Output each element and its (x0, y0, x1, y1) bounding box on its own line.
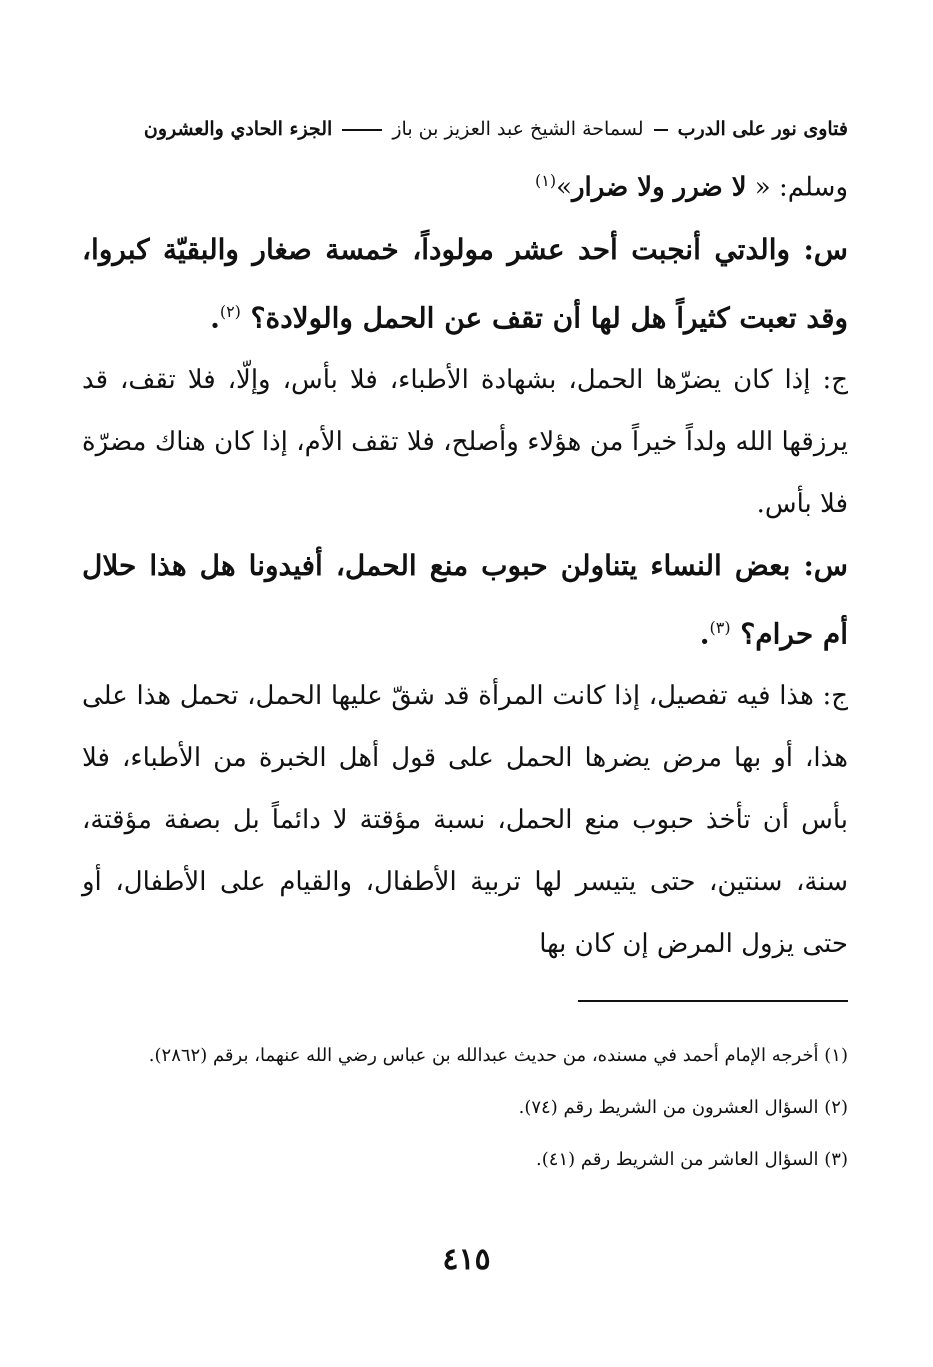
question-1: س: والدتي أنجبت أحد عشر مولوداً، خمسة صغار والبقيّة كبروا، وقد تعبت كثيراً هل لها أن تقف عن الحمل والولادة؟ $^{(٢)}$. (82, 232, 848, 334)
header-part: الجزء الحادي والعشرون (143, 118, 333, 140)
page-number: ٤١٥ (442, 1242, 491, 1277)
footnote-marker: (٣) (709, 617, 731, 637)
footnote-divider (578, 1000, 848, 1002)
footnote-marker: (٢) (219, 301, 241, 321)
header-author: لسماحة الشيخ عبد العزيز بن باز (392, 118, 644, 140)
hadith-quote: لا ضرر ولا ضرار (571, 172, 747, 203)
question-2-text: س: بعض النساء يتناولن حبوب منع الحمل، أفيدونا هل هذا حلال أم حرام؟ (82, 548, 848, 651)
header-separator (342, 129, 382, 131)
answer-2: ج: هذا فيه تفصيل، إذا كانت المرأة قد شقّ عليها الحمل، تحمل هذا على هذا، أو بها مرض يضرها الحمل على قول أهل الخبرة من الأطباء، فلا بأس أن تأخذ حبوب منع الحمل، نسبة مؤقتة لا دائماً بل بصفة مؤقتة، سنة، سنتين، حتى يتيسر لها تربية الأطفال، والقيام على الأطفال، أو حتى يزول المرض إن كان بها (82, 681, 848, 960)
footnotes (85, 1030, 848, 1186)
running-header (88, 112, 848, 146)
footnote-3: (٣) السؤال العاشر من الشريط رقم (٤١). (536, 1149, 848, 1170)
header-separator (654, 129, 668, 131)
main-text (82, 150, 848, 975)
question-2: س: بعض النساء يتناولن حبوب منع الحمل، أفيدونا هل هذا حلال أم حرام؟ $^{(٣)}$. (82, 548, 848, 651)
footnote-2: (٢) السؤال العشرون من الشريط رقم (٧٤). (518, 1097, 848, 1118)
footnote-marker: (١) (534, 171, 557, 190)
footnote-1: (١) أخرجه الإمام أحمد في مسنده، من حديث عبدالله بن عباس رضي الله عنهما، برقم (٢٨٦٢). (148, 1045, 848, 1066)
paragraph-continuation: وسلم: « لا ضرر ولا ضرار»$^{(١)}$ (534, 171, 848, 203)
answer-1: ج: إذا كان يضرّها الحمل، بشهادة الأطباء، فلا بأس، وإلّا، فلا تقف، قد يرزقها الله ولداً خيراً من هؤلاء وأصلح، فلا تقف الأم، إذا كان هناك مضرّة فلا بأس. (82, 364, 848, 519)
question-1-text: س: والدتي أنجبت أحد عشر مولوداً، خمسة صغار والبقيّة كبروا، وقد تعبت كثيراً هل لها أن تقف عن الحمل والولادة؟ (82, 232, 848, 334)
header-book-title: فتاوى نور على الدرب (677, 118, 848, 140)
